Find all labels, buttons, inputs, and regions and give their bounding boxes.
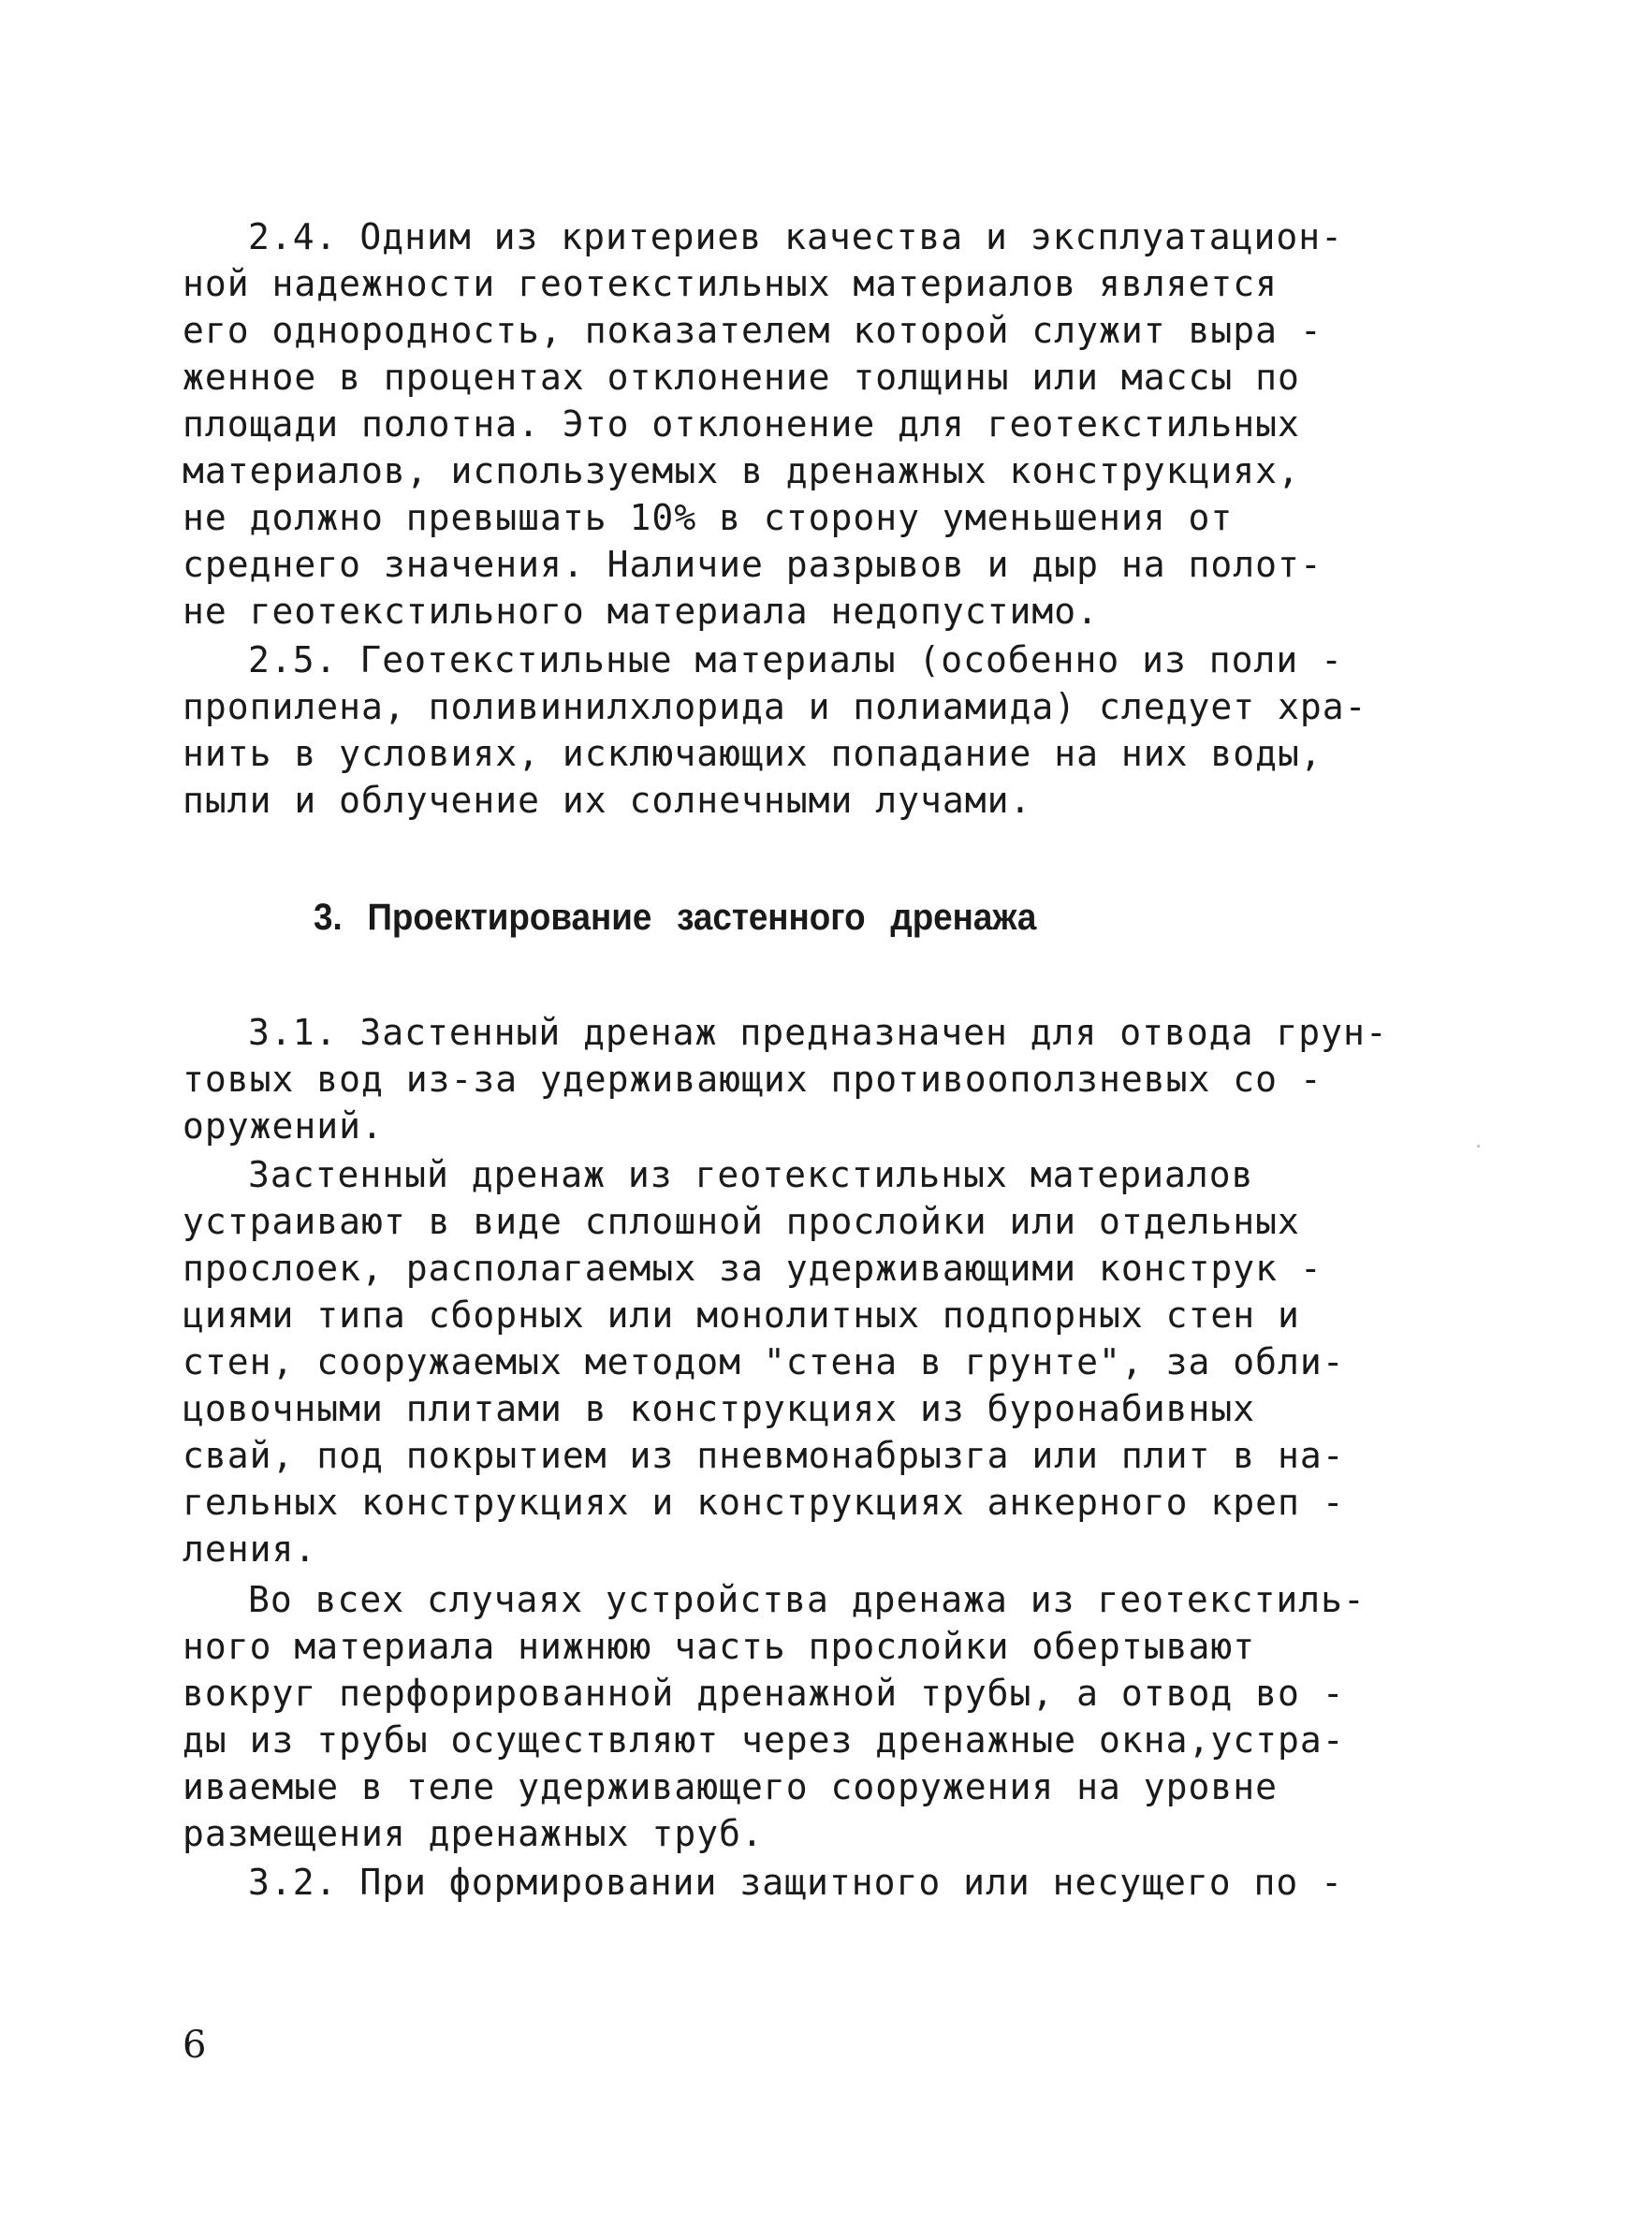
paragraph-3-1c-line-2: ного материала нижнюю часть прослойки обертывают xyxy=(183,1626,1256,1667)
paragraph-3-2-line-1: 3.2. При формировании защитного или несущего по - xyxy=(248,1862,1344,1903)
paragraph-2-5-line-4: пыли и облучение их солнечными лучами. xyxy=(183,780,1032,821)
paragraph-3-1-line-1: 3.1. Застенный дренаж предназначен для отвода грун- xyxy=(248,1012,1388,1053)
paragraph-2-4-line-4: женное в процентах отклонение толщины или массы по xyxy=(183,357,1300,398)
paragraph-3-1b-line-4: циями типа сборных или монолитных подпорных стен и xyxy=(183,1294,1300,1336)
paragraph-3-1c-line-4: ды из трубы осуществляют через дренажные окна,устра- xyxy=(183,1719,1345,1761)
paragraph-2-4-line-7: не должно превышать 10% в сторону уменьшения от xyxy=(183,497,1234,538)
paragraph-2-5-line-2: пропилена, поливинилхлорида и полиамида) следует хра- xyxy=(183,686,1367,727)
paragraph-3-1c-line-5: иваемые в теле удерживающего сооружения на уровне xyxy=(183,1766,1279,1807)
page-number: 6 xyxy=(183,2024,207,2067)
paragraph-3-1c-line-3: вокруг перфорированной дренажной трубы, а отвод во - xyxy=(183,1673,1345,1714)
paragraph-3-1b-line-2: устраивают в виде сплошной прослойки или отдельных xyxy=(183,1201,1300,1242)
paragraph-2-4-line-5: площади полотна. Это отклонение для геотекстильных xyxy=(183,403,1300,445)
paragraph-3-1b-line-8: гельных конструкциях и конструкциях анкерного креп - xyxy=(183,1482,1345,1523)
paragraph-3-1-line-3: оружений. xyxy=(183,1105,384,1147)
paragraph-2-5-line-1: 2.5. Геотекстильные материалы (особенно из поли - xyxy=(248,639,1344,680)
paragraph-3-1-line-2: товых вод из-за удерживающих противооползневых со - xyxy=(183,1059,1323,1100)
paragraph-2-4-line-9: не геотекстильного материала недопустимо. xyxy=(183,591,1099,632)
paragraph-3-1b-line-7: свай, под покрытием из пневмонабрызга или плит в на- xyxy=(183,1435,1345,1476)
paragraph-3-1b-line-5: стен, сооружаемых методом "стена в грунте", за обли- xyxy=(183,1341,1345,1382)
paragraph-2-4-line-3: его однородность, показателем которой служит выра - xyxy=(183,310,1323,351)
paragraph-2-4-line-1: 2.4. Одним из критериев качества и эксплуатацион- xyxy=(248,216,1344,257)
section-3-heading: 3. Проектирование застенного дренажа xyxy=(314,897,1037,938)
paragraph-3-1b-line-9: ления. xyxy=(183,1528,317,1570)
paragraph-3-1c-line-1: Во всех случаях устройства дренажа из геотекстиль- xyxy=(248,1579,1366,1620)
paragraph-2-4-line-8: среднего значения. Наличие разрывов и дыр на полот- xyxy=(183,544,1323,585)
paragraph-3-1b-line-1: Застенный дренаж из геотекстильных материалов xyxy=(248,1154,1254,1195)
paragraph-3-1b-line-6: цовочными плитами в конструкциях из буронабивных xyxy=(183,1388,1256,1429)
scan-speck xyxy=(1477,1145,1480,1148)
paragraph-3-1c-line-6: размещения дренажных труб. xyxy=(183,1813,764,1854)
paragraph-2-5-line-3: нить в условиях, исключающих попадание на них воды, xyxy=(183,733,1323,774)
paragraph-3-1b-line-3: прослоек, располагаемых за удерживающими конструк - xyxy=(183,1248,1323,1289)
paragraph-2-4-line-6: материалов, используемых в дренажных конструкциях, xyxy=(183,450,1300,491)
paragraph-2-4-line-2: ной надежности геотекстильных материалов является xyxy=(183,263,1279,304)
